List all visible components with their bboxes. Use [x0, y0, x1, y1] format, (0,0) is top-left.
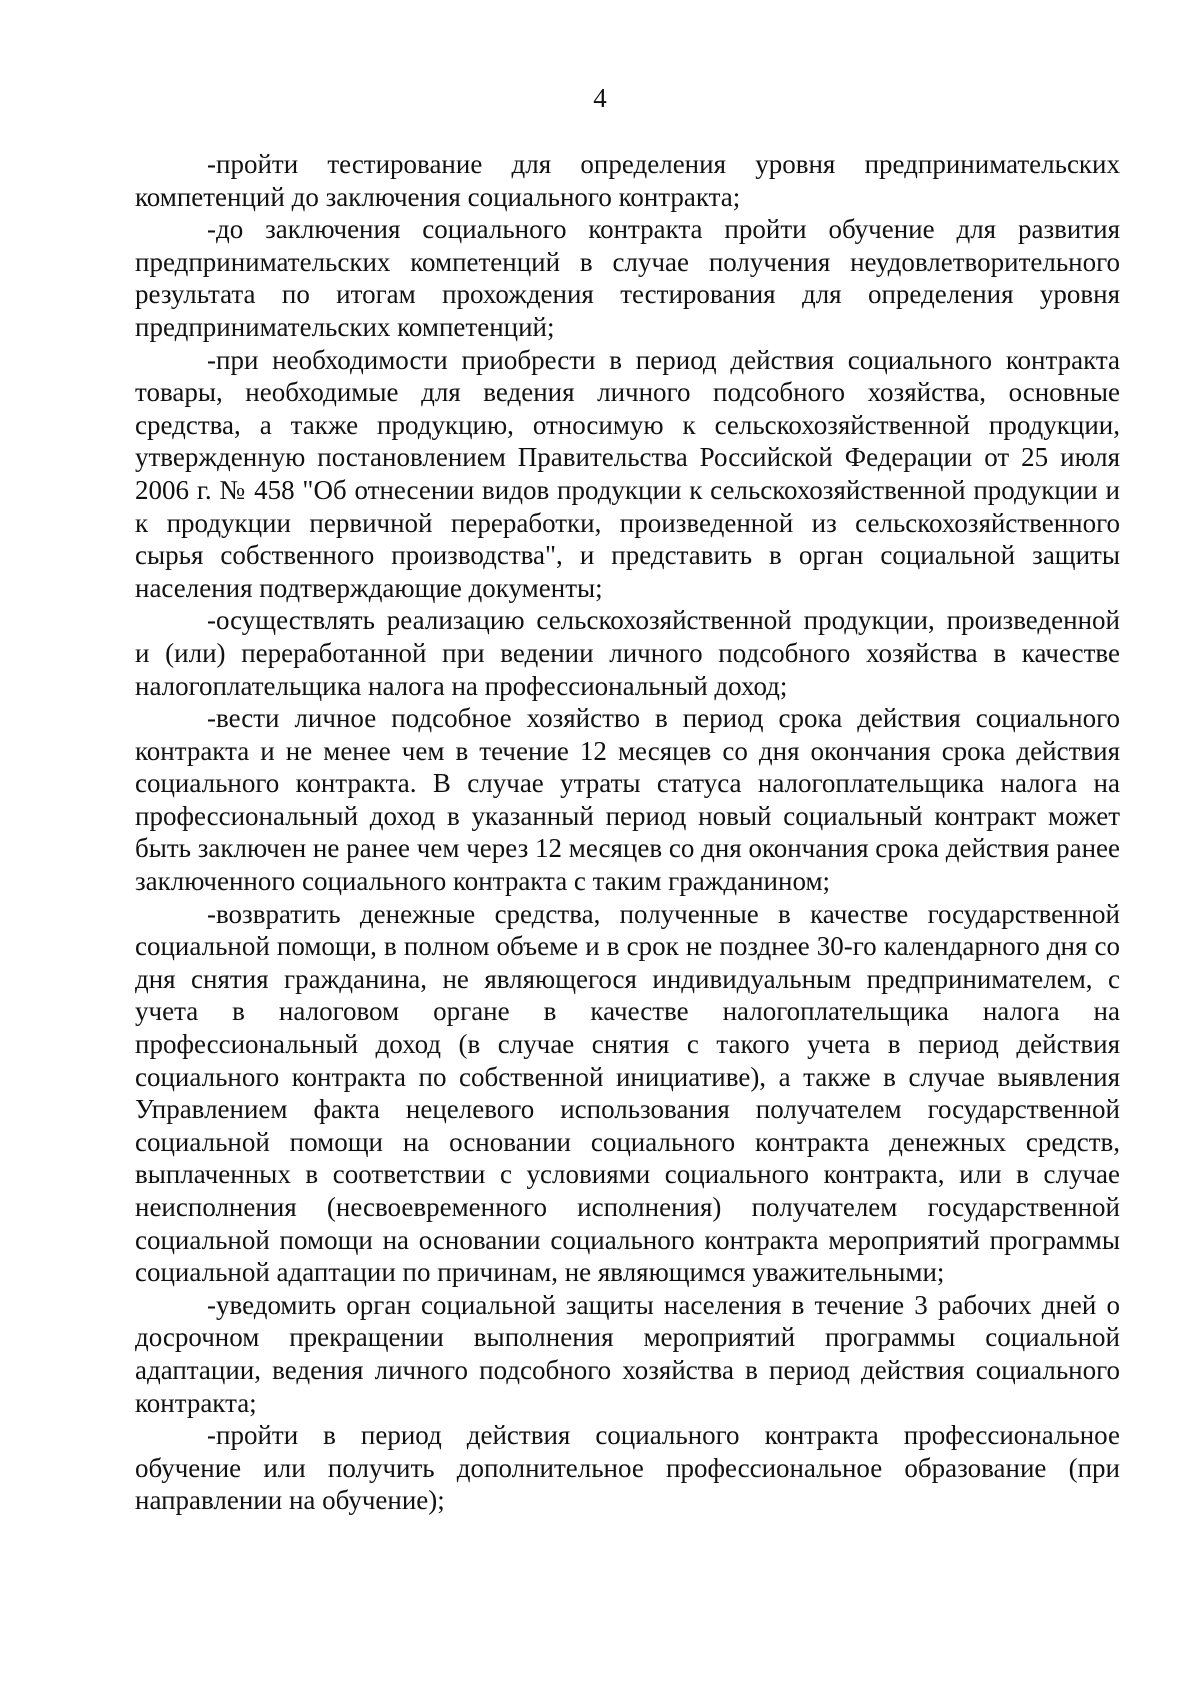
paragraph-notify: -уведомить орган социальной защиты населения в течение 3 рабочих дней о досрочном прекращении выполнения мероприятий программы социальной адаптации, ведения личного подсобного хозяйства в период действия социального контракта;: [135, 1289, 1120, 1418]
document-body: [135, 148, 1120, 1517]
paragraph-testing: -пройти тестирование для определения уровня предпринимательских компетенций до заключения социального контракта;: [135, 149, 1120, 212]
page-number: 4: [593, 83, 607, 113]
paragraph-household: -вести личное подсобное хозяйство в период срока действия социального контракта и не менее чем в течение 12 месяцев со дня окончания срока действия социального контракта. В случае утраты статуса налогоплательщика налога на профессиональный доход в указанный период новый социальный контракт может быть заключен не ранее чем через 12 месяцев со дня окончания срока действия ранее заключенного социального контракта с таким гражданином;: [135, 703, 1120, 897]
paragraph-refund: -возвратить денежные средства, полученные в качестве государственной социальной помощи, в полном объеме и в срок не позднее 30-го календарного дня со дня снятия гражданина, не являющегося индивидуальным предпринимателем, с учета в налоговом органе в качестве налогоплательщика налога на профессиональный доход (в случае снятия с такого учета в период действия социального контракта по собственной инициативе), а также в случае выявления Управлением факта нецелевого использования получателем государственной социальной помощи на основании социального контракта денежных средств, выплаченных в соответствии с условиями социального контракта, или в случае неисполнения (несвоевременного исполнения) получателем государственной социальной помощи на основании социального контракта мероприятий программы социальной адаптации по причинам, не являющимся уважительными;: [135, 898, 1120, 1288]
paragraph-purchase: -при необходимости приобрести в период действия социального контракта товары, необходимые для ведения личного подсобного хозяйства, основные средства, а также продукцию, относимую к сельскохозяйственной продукции, утвержденную постановлением Правительства Российской Федерации от 25 июля 2006 г. № 458 "Об отнесении видов продукции к сельскохозяйственной продукции и к продукции первичной переработки, произведенной из сельскохозяйственного сырья собственного производства", и представить в орган социальной защиты населения подтверждающие документы;: [135, 344, 1120, 603]
paragraph-education: -пройти в период действия социального контракта профессиональное обучение или получить дополнительное профессиональное образование (при направлении на обучение);: [135, 1420, 1120, 1516]
paragraph-sales: -осуществлять реализацию сельскохозяйственной продукции, произведенной и (или) переработанной при ведении личного подсобного хозяйства в качестве налогоплательщика налога на профессиональный доход;: [135, 605, 1120, 701]
paragraph-training: -до заключения социального контракта пройти обучение для развития предпринимательских компетенций в случае получения неудовлетворительного результата по итогам прохождения тестирования для определения уровня предпринимательских компетенций;: [135, 214, 1120, 342]
